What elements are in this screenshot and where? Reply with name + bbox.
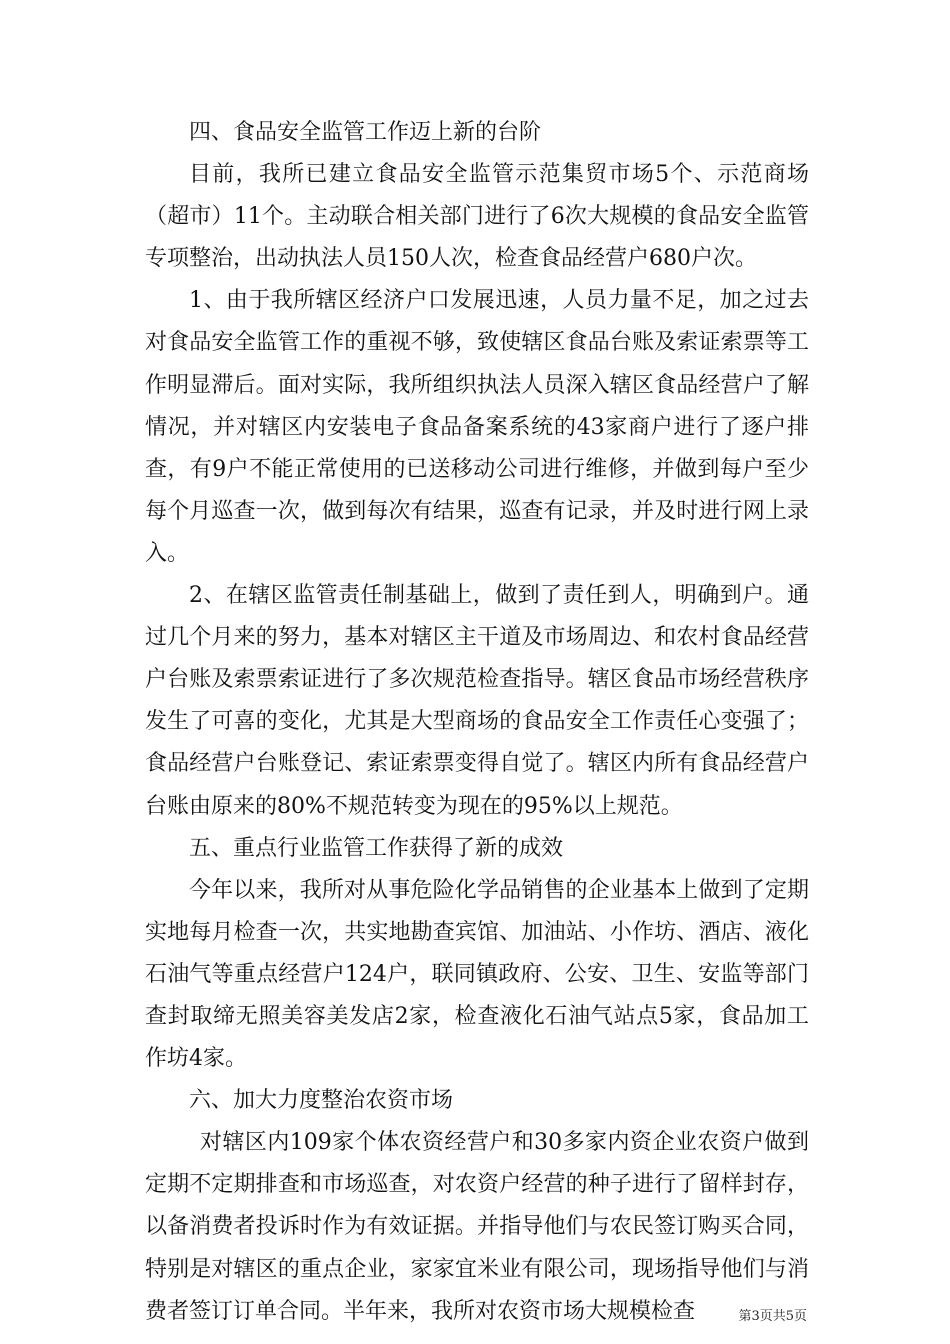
paragraph-agri-market: 对辖区内109家个体农资经营户和30多家内资企业农资户做到定期不定期排查和市场巡查，对农资户经营的种子进行了留样封存，以备消费者投诉时作为有效证据。并指导他们与农民签订购买合同，特别是对辖区的重点企业，家家宜米业有限公司，现场指导他们与消费者签订订单合同。半年来，我所对农资市场大规模检查 (145, 1130, 809, 1324)
section-heading-four: 四、食品安全监管工作迈上新的台阶 (189, 120, 542, 145)
paragraph-item-two: 2、在辖区监管责任制基础上，做到了责任到人，明确到户。通过几个月来的努力，基本对辖区主干道及市场周边、和农村食品经营户台账及索票索证进行了多次规范检查指导。辖区食品市场经营秩序发生了可喜的变化，尤其是大型商场的食品安全工作责任心变强了；食品经营户台账登记、索证索票变得自觉了。辖区内所有食品经营户台账由原来的80%不规范转变为现在的95%以上规范。 (145, 583, 809, 819)
section-heading-five: 五、重点行业监管工作获得了新的成效 (189, 835, 564, 861)
paragraph-key-industries: 今年以来，我所对从事危险化学品销售的企业基本上做到了定期实地每月检查一次，共实地勘查宾馆、加油站、小作坊、酒店、液化石油气等重点经营户124户，联同镇政府、公安、卫生、安监等部门查封取缔无照美容美发店2家，检查液化石油气站点5家，食品加工作坊4家。 (145, 877, 809, 1072)
paragraph-overview: 目前，我所已建立食品安全监管示范集贸市场5个、示范商场（超市）11个。主动联合相关部门进行了6次大规模的食品安全监管专项整治，出动执法人员150人次，检查食品经营户680户次。 (145, 162, 809, 272)
page-number: 第3页共5页 (738, 1309, 807, 1324)
document-body (145, 112, 809, 1333)
section-heading-six: 六、加大力度整治农资市场 (189, 1088, 454, 1114)
paragraph-item-one: 1、由于我所辖区经济户口发展迅速，人员力量不足，加之过去对食品安全监管工作的重视不够，致使辖区食品台账及索证索票等工作明显滞后。面对实际，我所组织执法人员深入辖区食品经营户了解情况，并对辖区内安装电子食品备案系统的43家商户进行了逐户排查，有9户不能正常使用的已送移动公司进行维修，并做到每户至少每个月巡查一次，做到每次有结果，巡查有记录，并及时进行网上录入。 (145, 288, 809, 566)
